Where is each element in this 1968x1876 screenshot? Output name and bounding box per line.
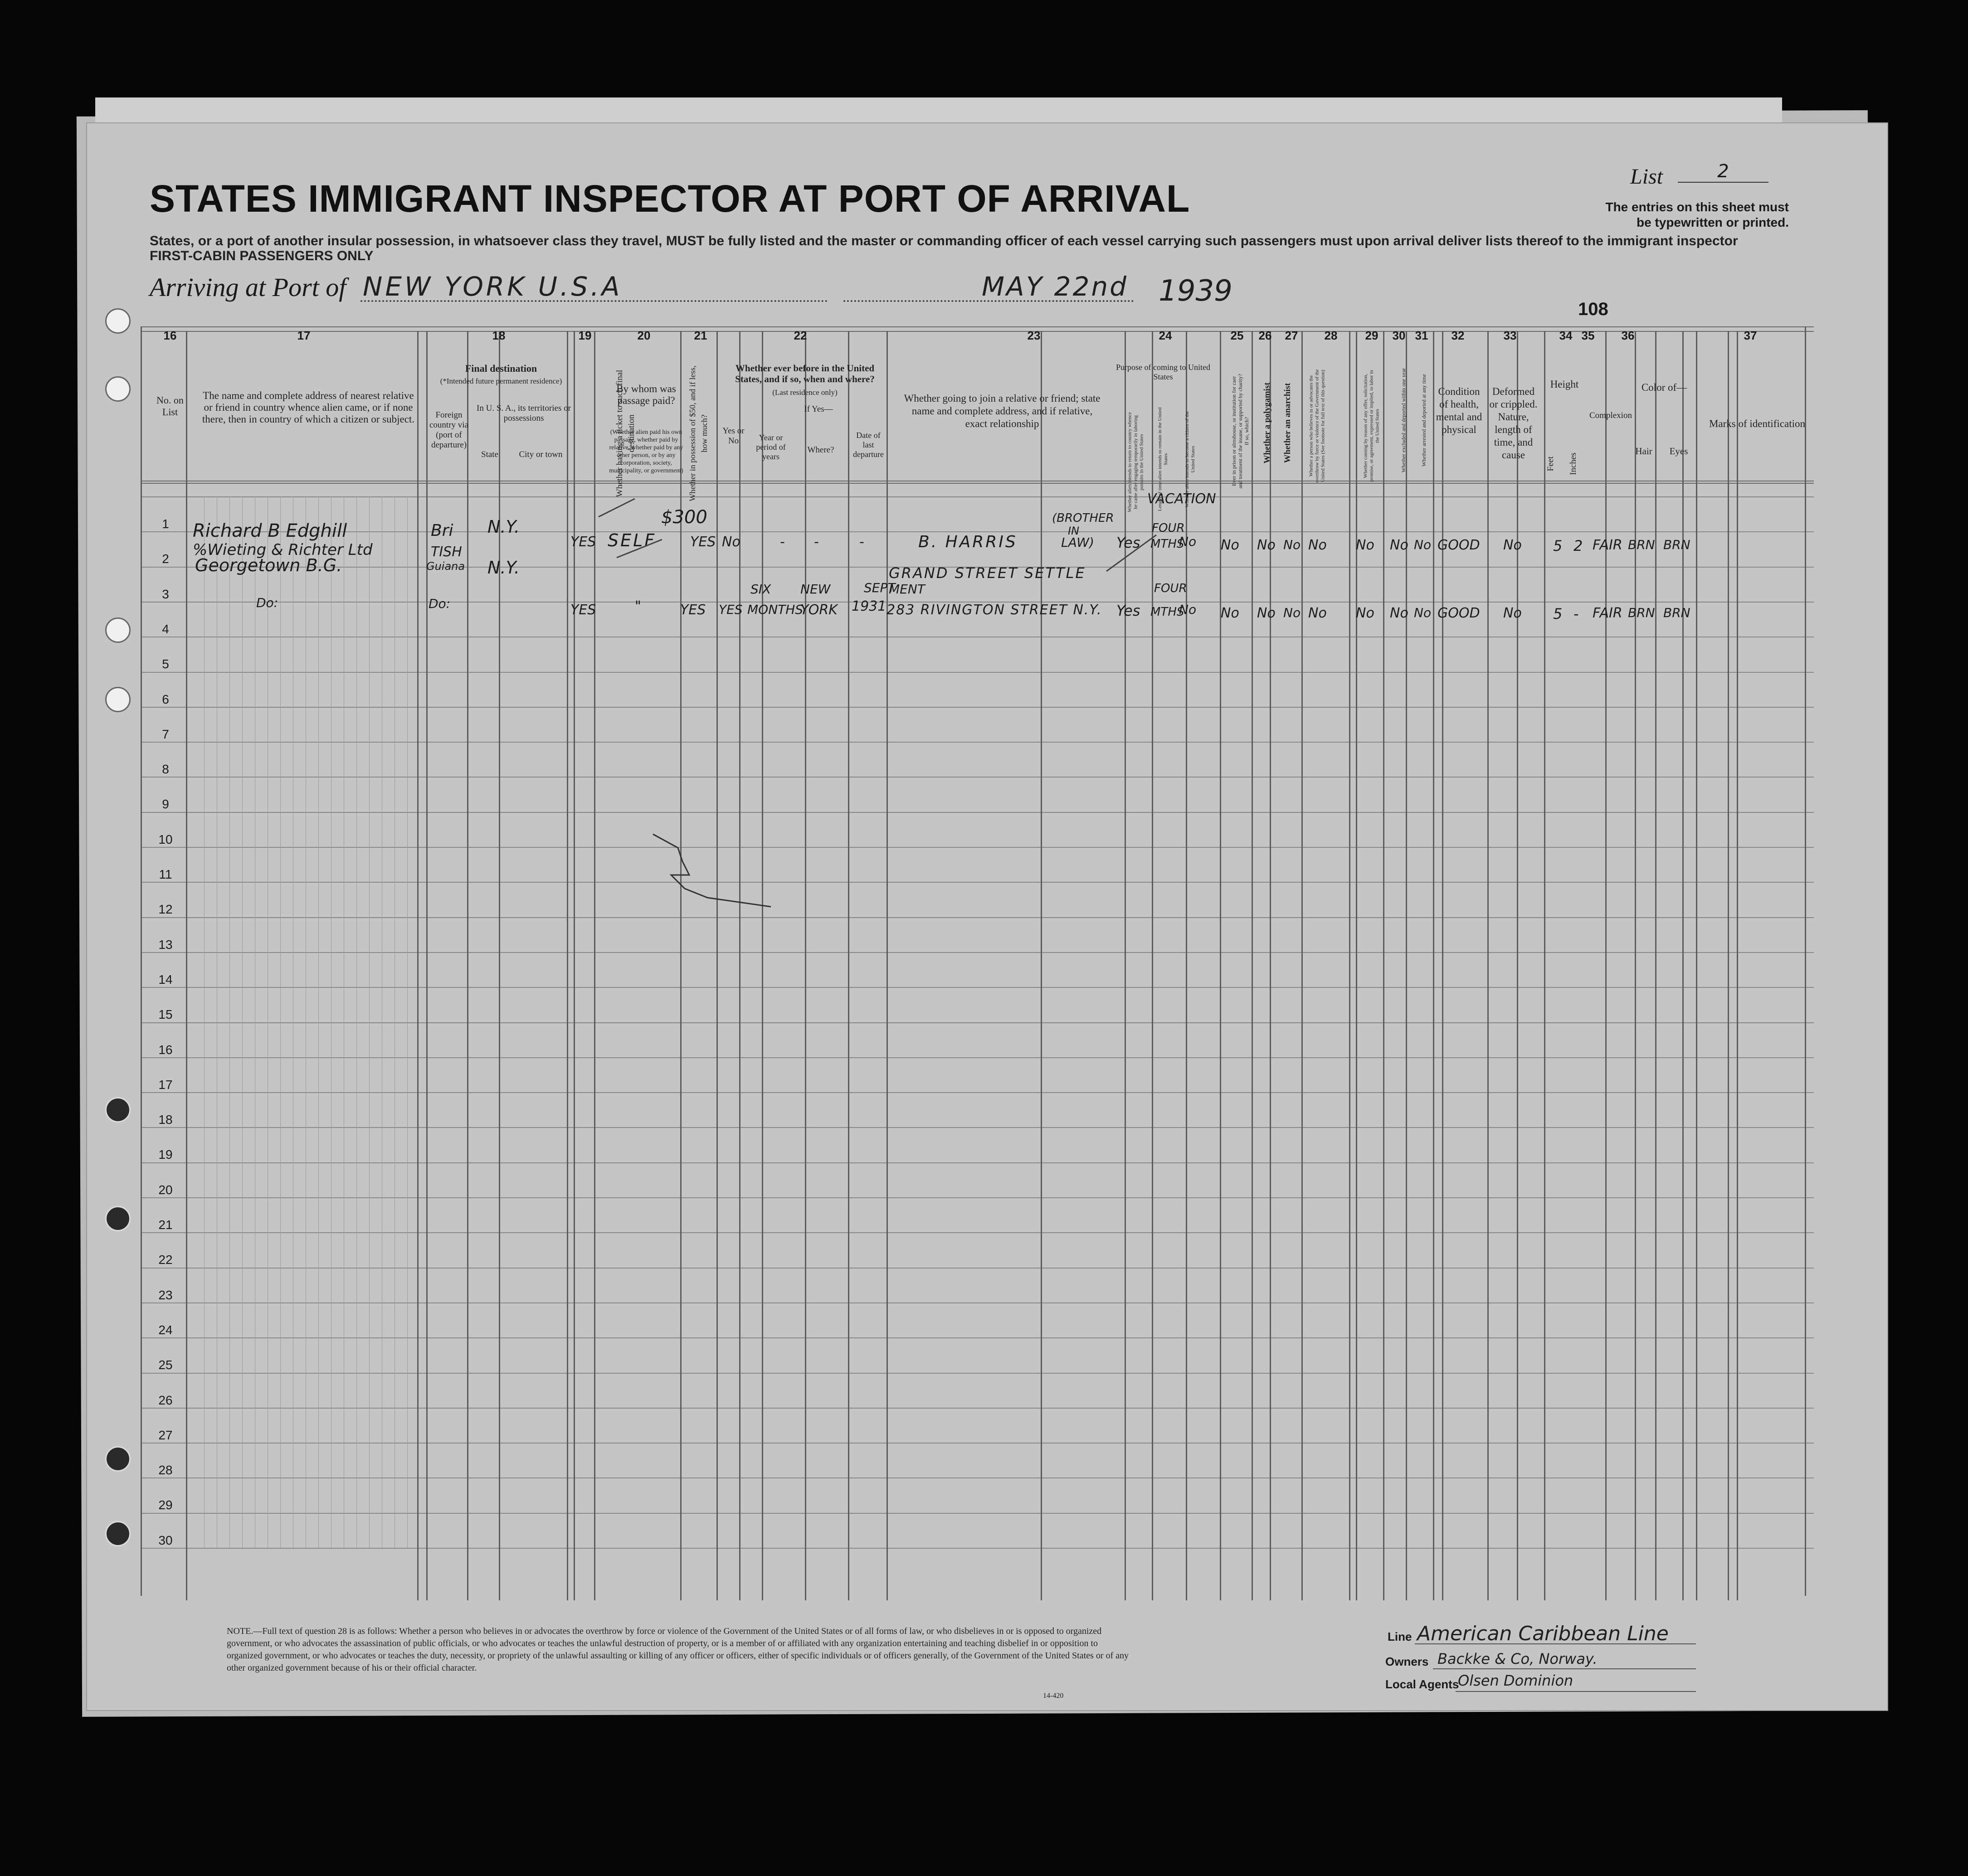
list-number: 2 [1678, 161, 1768, 183]
punch-hole [105, 1206, 131, 1231]
owners-label: Owners [1385, 1655, 1429, 1668]
header-offer-labor: Whether coming by reason of any offer, solicitation, promise, or agreement, expressed or implied, to labor in the United States [1363, 370, 1380, 482]
row-rule [141, 1092, 1814, 1093]
entry-arrested-2: No [1414, 537, 1432, 552]
line-label: Line [1388, 1630, 1412, 1643]
column-rule [1682, 331, 1684, 1600]
row-number: 4 [162, 622, 169, 636]
column-rule [1728, 331, 1729, 1600]
header-no-on-list: No. on List [156, 394, 184, 418]
header-date-departure: Date of last departure [853, 431, 884, 459]
entry-country-1: Bri [431, 521, 453, 540]
entry-prison-4: No [1221, 605, 1239, 621]
column-rule [426, 331, 428, 1600]
punch-hole [105, 1521, 131, 1546]
entry-paid-4: " [635, 598, 641, 614]
row-number: 2 [162, 552, 169, 566]
column-number: 26 [1258, 329, 1272, 342]
punch-hole [105, 617, 131, 643]
form-number: 14-420 [1043, 1692, 1064, 1700]
column-rule [229, 496, 230, 1548]
row-number: 24 [158, 1322, 173, 1337]
header-length-of-stay: Length of time alien intends to remain in the United States [1157, 407, 1169, 511]
entry-country-3: Guiana [426, 560, 465, 573]
entry-offer-4: No [1356, 605, 1374, 621]
column-rule [467, 331, 468, 1600]
header-ever-before-sub: (Last residence only) [772, 388, 838, 397]
typewriter-note: The entries on this sheet must be typewritten or printed. [1605, 200, 1789, 229]
entry-before-4: YES [719, 602, 743, 617]
entry-year-2: - [780, 534, 785, 550]
entry-inches-4: - [1573, 605, 1579, 622]
column-number: 18 [492, 329, 506, 342]
entry-date-3: SEPT [864, 580, 896, 595]
header-join-relative: Whether going to join a relative or friend; state name and complete address, and if relative, exact relationship [904, 393, 1101, 429]
entry-year-3: SIX [750, 582, 771, 597]
header-eyes: Eyes [1669, 446, 1688, 457]
header-height: Height [1550, 379, 1579, 390]
row-number: 7 [162, 727, 169, 741]
header-feet: Feet [1546, 456, 1555, 471]
column-rule [1356, 331, 1357, 1600]
entry-paid-2: SELF [608, 530, 657, 550]
header-final-destination: Final destination [465, 363, 537, 374]
entry-anarchist-2: No [1283, 537, 1301, 552]
entry-money-4: YES [680, 602, 706, 618]
header-state: State [481, 450, 498, 459]
row-number: 16 [158, 1042, 173, 1057]
entry-complexion-4: FAIR [1593, 605, 1622, 621]
entry-health-4: GOOD [1437, 605, 1480, 621]
column-number: 37 [1744, 329, 1757, 342]
column-rule [186, 331, 187, 1600]
entry-feet-4: 5 [1553, 605, 1563, 622]
entry-polygamist-2: No [1257, 537, 1276, 553]
column-number: 17 [297, 329, 311, 342]
entry-anarchist-4: No [1283, 605, 1301, 620]
entry-where-4: YORK [800, 602, 838, 618]
column-rule [1349, 331, 1350, 1600]
entry-date-2: - [859, 534, 864, 550]
entry-join-3: GRAND STREET SETTLE [889, 564, 1086, 582]
row-number: 18 [158, 1113, 173, 1127]
row-number: 14 [158, 972, 173, 987]
column-rule [1270, 331, 1271, 1600]
column-rule [1383, 331, 1384, 1600]
header-health: Condition of health, mental and physical [1436, 386, 1482, 435]
column-rule [1487, 331, 1489, 1600]
entry-length-4: MTHS [1150, 605, 1184, 619]
column-rule [369, 496, 370, 1548]
column-rule [1696, 331, 1697, 1600]
entry-prison-2: No [1221, 537, 1239, 553]
column-number: 16 [163, 329, 177, 342]
header-foreign-country: Foreign country via (port of departure) [429, 410, 468, 450]
header-purpose: Purpose of coming to United States [1116, 363, 1210, 381]
header-ever-before: Whether ever before in the United States, and if so, when and where? [735, 363, 875, 384]
line-underline [1415, 1643, 1696, 1644]
column-rule [1544, 331, 1545, 1600]
entry-overthrow-4: No [1308, 605, 1327, 621]
form-title: STATES IMMIGRANT INSPECTOR AT PORT OF ARRIVAL [150, 177, 1190, 220]
entry-purpose-3: FOUR [1154, 582, 1187, 595]
row-rule [141, 1337, 1814, 1338]
entry-deformed-2: No [1503, 537, 1522, 553]
arriving-label: Arriving at Port of [150, 272, 346, 302]
grid-rule [141, 326, 1814, 327]
underlying-sheet-edge [95, 97, 1782, 125]
row-rule [141, 1232, 1814, 1233]
header-deformed: Deformed or crippled. Nature, length of time, and cause [1489, 386, 1538, 461]
row-number: 1 [162, 517, 169, 531]
row-rule [141, 1162, 1814, 1163]
column-rule [141, 326, 142, 1596]
intro-text: States, or a port of another insular possession, in whatsoever class they travel, MUST be fully listed and the master or commanding officer of each vessel carrying such passengers must upon arrival deliver lists thereof to the immigrant inspector [150, 233, 1738, 248]
entry-purpose-1: VACATION [1147, 491, 1216, 507]
row-number: 25 [158, 1358, 173, 1372]
row-number: 3 [162, 587, 169, 601]
entry-complexion-2: FAIR [1593, 537, 1622, 553]
punch-hole [105, 687, 131, 712]
row-number: 28 [158, 1463, 173, 1477]
header-inches: Inches [1569, 452, 1578, 475]
header-fifty-dollars: Whether in possession of $50, and if less, how much? [688, 365, 709, 501]
entry-join-1b: IN [1068, 525, 1080, 537]
entry-citizen-2: No [1179, 534, 1197, 549]
row-number: 15 [158, 1007, 173, 1022]
port-value: NEW YORK U.S.A [363, 271, 623, 302]
header-overthrow: Whether a person who believes in or advocates the overthrow by force or violence of the Government of the United States (See footnote for full text of this question) [1308, 369, 1326, 483]
column-rule [407, 496, 408, 1548]
owners-value: Backke & Co, Norway. [1437, 1650, 1598, 1667]
column-rule [1605, 331, 1607, 1600]
entry-hair-2: BRN [1628, 537, 1655, 552]
entry-arrested-4: No [1414, 605, 1432, 620]
row-number: 21 [158, 1218, 173, 1232]
agents-label: Local Agents [1385, 1677, 1459, 1691]
column-number: 30 [1392, 329, 1406, 342]
header-arrested: Whether arrested and deported at any time [1421, 374, 1427, 467]
column-rule [1805, 326, 1806, 1596]
entry-name-line3: Georgetown B.G. [195, 555, 342, 575]
column-number: 34 [1559, 329, 1573, 342]
row-rule [141, 1548, 1814, 1549]
pencil-strokes [589, 490, 1224, 925]
column-rule [1655, 331, 1656, 1600]
column-number: 25 [1230, 329, 1244, 342]
header-intends-return: Whether alien intends to return to country whence he came after engaging temporarily in laboring pursuits in the United States [1127, 412, 1145, 512]
column-number: 33 [1503, 329, 1517, 342]
column-number: 36 [1621, 329, 1635, 342]
line-value: American Caribbean Line [1417, 1622, 1669, 1645]
entry-eyes-4: BRN [1663, 605, 1690, 620]
row-rule [141, 952, 1814, 953]
column-rule [242, 496, 243, 1548]
row-number: 5 [162, 657, 169, 671]
row-number: 9 [162, 797, 169, 812]
punch-hole [105, 1097, 131, 1123]
row-rule [141, 1513, 1814, 1514]
column-rule [417, 331, 419, 1600]
column-number: 28 [1324, 329, 1338, 342]
list-label: List [1630, 165, 1663, 189]
footnote-q28: NOTE.—Full text of question 28 is as follows: Whether a person who believes in or advocates the overthrow by force or violence of the Government of the United States or of all forms of law, or who disbelieves in or is opposed to organized government, or who advocates the assassination of public officials, or who advocates or teaches the unlawful destruction of property, or is a member of or affiliated with any organization entertaining and teaching disbelief in or opposition to organized government, or who advocates or teaches the duty, necessity, or propriety of the unlawful assaulting or killing of any officer or officers, either of specific individuals or of officers generally, of the Government of the United States or of any other organized government because of his or their official character. [227, 1626, 1129, 1673]
row-rule [141, 1477, 1814, 1478]
agents-underline [1456, 1691, 1696, 1692]
entry-country-2: TISH [431, 544, 462, 560]
column-number: 35 [1581, 329, 1595, 342]
grid-rule [141, 483, 1814, 484]
row-number: 13 [158, 937, 173, 952]
header-city: City or town [519, 450, 563, 459]
entry-join-2b: LAW) [1061, 535, 1094, 550]
row-number: 17 [158, 1077, 173, 1092]
row-number: 23 [158, 1288, 173, 1302]
entry-ticket-4: YES [570, 602, 596, 618]
entry-name-line4: Do: [256, 595, 278, 610]
entry-hair-4: BRN [1628, 605, 1655, 620]
entry-polygamist-4: No [1257, 605, 1276, 621]
row-number: 29 [158, 1498, 173, 1512]
entry-join-1: (BROTHER [1052, 511, 1114, 525]
row-number: 30 [158, 1533, 173, 1547]
row-number: 26 [158, 1393, 173, 1407]
row-number: 27 [158, 1428, 173, 1442]
entry-eyes-2: BRN [1663, 537, 1690, 552]
header-if-yes: If Yes— [804, 404, 833, 414]
header-year-period: Year or period of years [756, 433, 786, 461]
column-number: 31 [1415, 329, 1428, 342]
entry-deformed-4: No [1503, 605, 1522, 621]
column-number: 20 [637, 329, 651, 342]
column-rule [318, 496, 319, 1548]
row-rule [141, 1408, 1814, 1409]
entry-date-4: 1931 [852, 598, 887, 614]
header-prison: Ever in prison or almshouse, or institution for care and treatment of the insane, or supported by charity? If so, which? [1231, 374, 1250, 489]
column-rule [574, 331, 575, 1600]
column-number: 24 [1159, 329, 1172, 342]
column-rule [1635, 331, 1636, 1600]
owners-underline [1433, 1668, 1696, 1669]
column-rule [1301, 331, 1303, 1600]
row-rule [141, 987, 1814, 988]
arrival-date: MAY 22nd [982, 271, 1128, 302]
header-final-destination-sub: (*Intended future permanent residence) [440, 377, 562, 385]
row-rule [141, 1057, 1814, 1058]
row-number: 8 [162, 762, 169, 777]
header-intends-citizen: Whether alien intends to become a citizen of the United States [1184, 411, 1196, 508]
entry-inches-2: 2 [1573, 537, 1583, 554]
column-rule [1517, 331, 1518, 1600]
column-number: 27 [1285, 329, 1298, 342]
entry-overthrow-2: No [1308, 537, 1327, 553]
header-where: Where? [807, 445, 834, 455]
row-rule [141, 1127, 1814, 1128]
entry-intend-4: Yes [1116, 602, 1140, 619]
column-rule [1737, 331, 1738, 1600]
column-number: 32 [1451, 329, 1465, 342]
entry-country-4: Do: [429, 596, 451, 611]
header-hair: Hair [1635, 446, 1652, 457]
column-rule [1442, 331, 1443, 1600]
row-rule [141, 1373, 1814, 1374]
entry-health-2: GOOD [1437, 537, 1480, 553]
entry-excluded-2: No [1390, 537, 1408, 553]
page-number: 108 [1578, 299, 1608, 319]
column-rule [1433, 331, 1434, 1600]
entry-name-line2: %Wieting & Richter Ltd [193, 541, 373, 559]
column-number: 22 [794, 329, 807, 342]
arrival-year: 1939 [1159, 274, 1232, 308]
entry-ticket-2: YES [570, 534, 596, 550]
column-rule [356, 496, 357, 1548]
entry-where-3: NEW [800, 582, 831, 597]
column-rule [280, 496, 281, 1548]
column-number: 19 [578, 329, 592, 342]
entry-join-2: B. HARRIS [918, 533, 1018, 551]
entry-where-2: - [814, 534, 819, 550]
entry-money-1: $300 [661, 507, 707, 528]
entry-citizen-4: No [1179, 602, 1197, 617]
header-yes-no: Yes or No [722, 426, 745, 446]
header-passage-paid: By whom was passage paid? [616, 383, 676, 406]
row-number: 20 [158, 1182, 173, 1197]
agents-value: Olsen Dominion [1458, 1672, 1573, 1689]
entry-state-3: N.Y. [487, 558, 520, 578]
header-excluded: Whether excluded and deported within one year [1400, 368, 1407, 473]
header-marks: Marks of identification [1709, 418, 1806, 429]
row-number: 12 [158, 902, 173, 917]
entry-intend-2: Yes [1116, 534, 1140, 551]
column-rule [1406, 331, 1407, 1600]
header-anarchist: Whether an anarchist [1283, 383, 1292, 463]
punch-hole [105, 1446, 131, 1472]
entry-offer-2: No [1356, 537, 1374, 553]
entry-name-line1: Richard B Edghill [193, 520, 347, 541]
row-number: 22 [158, 1253, 173, 1267]
entry-excluded-4: No [1390, 605, 1408, 621]
row-number: 19 [158, 1147, 173, 1162]
row-number: 6 [162, 692, 169, 706]
header-relative-address: The name and complete address of nearest relative or friend in country whence alien came, or if none there, then in country of which a citizen or subject. [202, 390, 415, 425]
entry-feet-2: 5 [1553, 537, 1563, 554]
header-passage-paid-sub: (Whether alien paid his own passage, whether paid by relative, whether paid by any other person, or by any corporation, society, municipality, or government) [609, 429, 683, 474]
header-polygamist: Whether a polygamist [1262, 382, 1272, 464]
punch-hole [105, 308, 131, 334]
column-rule [204, 496, 205, 1548]
header-complexion: Complexion [1589, 411, 1632, 420]
column-rule [567, 331, 568, 1600]
column-rule [1252, 331, 1253, 1600]
column-number: 21 [694, 329, 707, 342]
entry-join-4: 283 RIVINGTON STREET N.Y. [887, 602, 1102, 618]
entry-join-3b: MENT [889, 582, 925, 597]
column-number: 23 [1027, 329, 1041, 342]
header-color-of: Color of— [1641, 382, 1687, 393]
entry-money-2: YES [690, 534, 716, 550]
entry-purpose-1b: FOUR [1152, 521, 1185, 535]
entry-year-4: MONTHS [747, 602, 804, 617]
row-number: 11 [159, 867, 172, 881]
header-ticket: Whether having a ticket to such final destination [615, 369, 636, 497]
entry-length-2: MTHS [1150, 537, 1184, 551]
row-rule [141, 1197, 1814, 1198]
entry-state-1: N.Y. [487, 517, 520, 537]
header-in-usa: In U. S. A., its territories or possessions [477, 403, 571, 423]
first-cabin-text: FIRST-CABIN PASSENGERS ONLY [150, 248, 374, 263]
punch-hole [105, 376, 131, 402]
column-number: 29 [1365, 329, 1379, 342]
row-rule [141, 1022, 1814, 1023]
entry-before-2: No [722, 534, 740, 550]
row-number: 10 [158, 832, 173, 846]
